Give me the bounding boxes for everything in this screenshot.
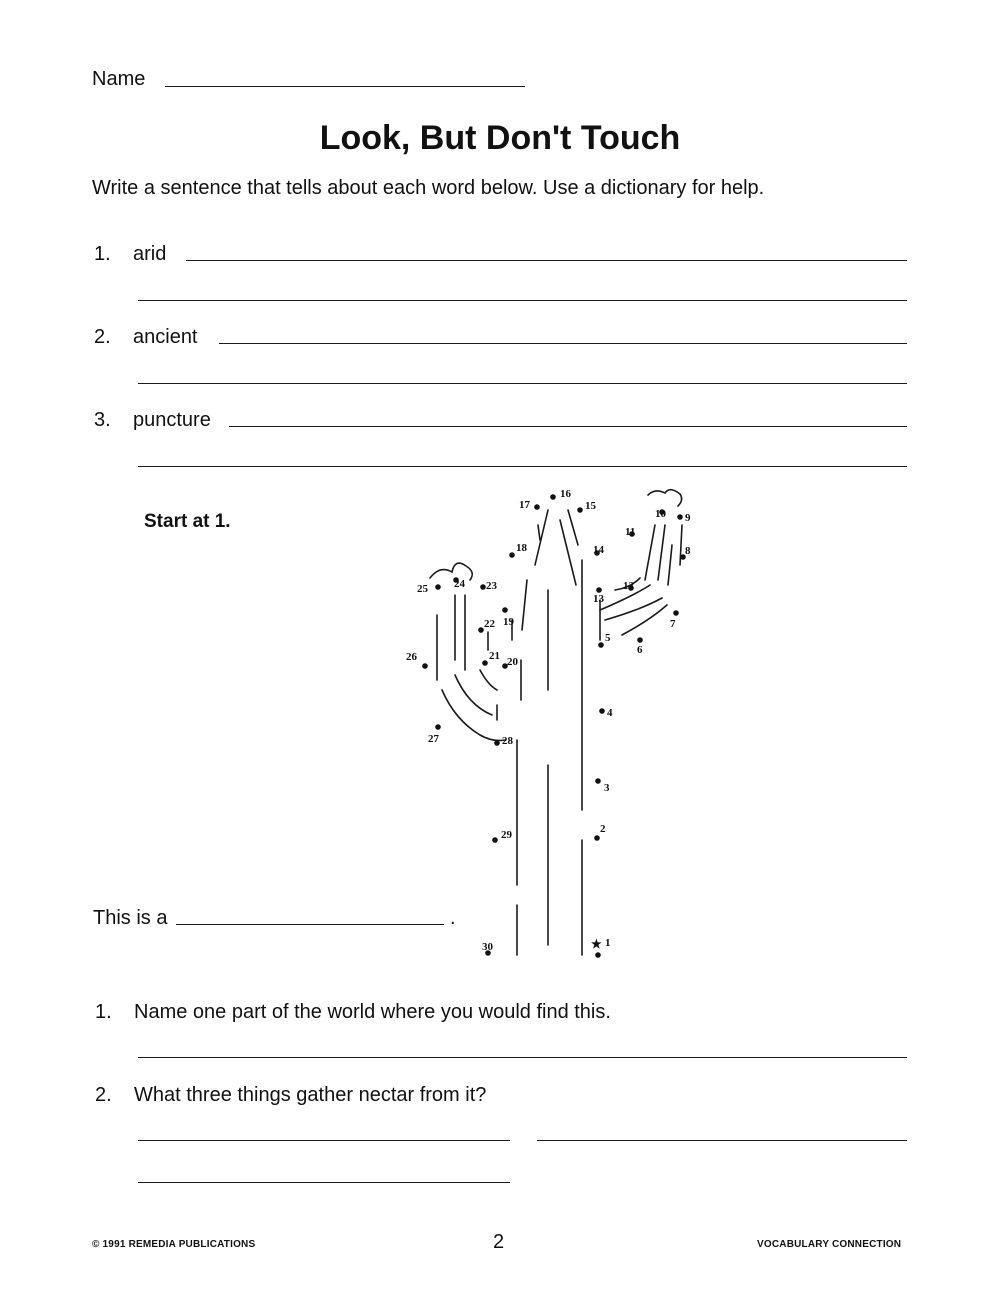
dot-12 [623,580,635,592]
dot-marker [577,507,583,513]
dot-16 [550,488,571,500]
dot-marker [595,778,601,784]
dot-number: 27 [428,733,439,745]
dot-number: 26 [406,651,417,663]
dot-marker [478,627,484,633]
dot-number: 10 [655,508,666,520]
dot-2 [594,823,606,841]
question-number: 2. [95,1084,112,1106]
start-star-icon: ★ [591,937,602,951]
dot-marker [435,584,441,590]
answer-line[interactable] [138,1057,907,1058]
question-text: What three things gather nectar from it? [134,1084,487,1106]
start-label: Start at 1. [144,511,231,532]
dot-number: 24 [454,578,465,590]
dot-number: 16 [560,488,571,500]
dot-number: 14 [593,544,604,556]
dot-marker [482,660,488,666]
outline-segment [645,525,655,580]
dot-28 [494,735,513,747]
outline-segment [568,510,578,545]
page-number: 2 [493,1231,505,1253]
outline-segment [648,490,682,506]
dot-6 [637,637,643,656]
dot-marker [598,642,604,648]
dot-marker [550,494,556,500]
dot-marker [596,587,602,593]
dot-number: 9 [685,512,691,524]
dot-marker [509,552,515,558]
dot-30 [482,941,494,956]
vocab-number: 1. [94,243,111,265]
vocab-word: arid [133,243,167,265]
dot-marker [502,607,508,613]
answer-line[interactable] [537,1140,907,1141]
question-text: Name one part of the world where you would find this. [134,1001,611,1023]
dot-26 [406,651,428,669]
dot-marker [599,708,605,714]
question-number: 1. [95,1001,112,1023]
dot-18 [509,542,527,558]
dot-8 [680,545,691,560]
dot-marker [422,663,428,669]
dot-20 [502,656,518,669]
dot-number: 17 [519,499,530,511]
dot-number: 3 [604,782,610,794]
dot-13 [593,587,605,605]
dot-number: 22 [484,618,495,630]
dot-number: 29 [501,829,512,841]
dot-number: 25 [417,583,428,595]
answer-line[interactable] [138,1140,510,1141]
name-label: Name [92,68,146,90]
dot-21 [482,650,500,666]
answer-line[interactable] [138,1182,510,1183]
vocab-number: 3. [94,409,111,431]
dot-4 [599,707,613,719]
dot-number: 4 [607,707,613,719]
dot-number: 1 [605,937,611,949]
dot-number: 20 [507,656,518,668]
dot-number: 11 [625,526,636,538]
outline-segment [442,690,480,735]
dot-number: 8 [685,545,691,557]
dot-number: 19 [503,616,514,628]
dot-marker [595,952,601,958]
dot-marker [492,837,498,843]
vocab-number: 2. [94,326,111,348]
dot-19 [502,607,514,628]
outline-segment [668,545,672,585]
dot-number: 21 [489,650,500,662]
outline-segment [658,525,665,580]
dot-number: 13 [593,593,604,605]
dot-number: 18 [516,542,527,554]
dot-25 [417,583,441,595]
vocab-word: ancient [133,326,198,348]
dot-14 [593,544,605,556]
dot-7 [670,610,679,630]
cactus-outline-segments [430,490,682,955]
dot-number: 28 [502,735,513,747]
dot-11 [625,526,635,538]
dot-number: 7 [670,618,676,630]
dot-15 [577,500,596,513]
dot-marker [494,740,500,746]
dot-marker [677,514,683,520]
dot-24 [453,577,465,590]
answer-prefix: This is a [93,907,168,929]
dot-number: 12 [623,580,634,592]
cactus-answer-line[interactable] [176,924,444,925]
outline-segment [622,605,667,635]
outline-segment [522,580,527,630]
dot-10 [655,508,667,520]
instructions: Write a sentence that tells about each word below. Use a dictionary for help. [92,177,765,199]
dot-22 [478,618,495,633]
dot-marker [673,610,679,616]
dot-marker [435,724,441,730]
dot-23 [480,580,497,592]
page-title: Look, But Don't Touch [319,119,681,157]
dot-number: 30 [482,941,493,953]
dot-9 [677,512,691,524]
outline-segment [430,563,472,580]
dot-number: 5 [605,632,611,644]
dot-number: 6 [637,644,643,656]
dot-marker [480,584,486,590]
dot-number: 15 [585,500,596,512]
series-name: VOCABULARY CONNECTION [757,1239,902,1250]
dot-marker [594,835,600,841]
copyright: © 1991 REMEDIA PUBLICATIONS [92,1239,256,1250]
answer-suffix: . [450,907,456,929]
dot-number: 2 [600,823,606,835]
dot-17 [519,499,540,511]
dot-3 [595,778,610,794]
outline-segment [480,670,497,690]
dot-marker [637,637,643,643]
vocab-word: puncture [133,409,211,431]
dot-29 [492,829,512,843]
dot-number: 23 [486,580,497,592]
dot-27 [428,724,441,745]
dot-marker [534,504,540,510]
outline-segment [535,510,548,565]
outline-segment [538,525,540,540]
